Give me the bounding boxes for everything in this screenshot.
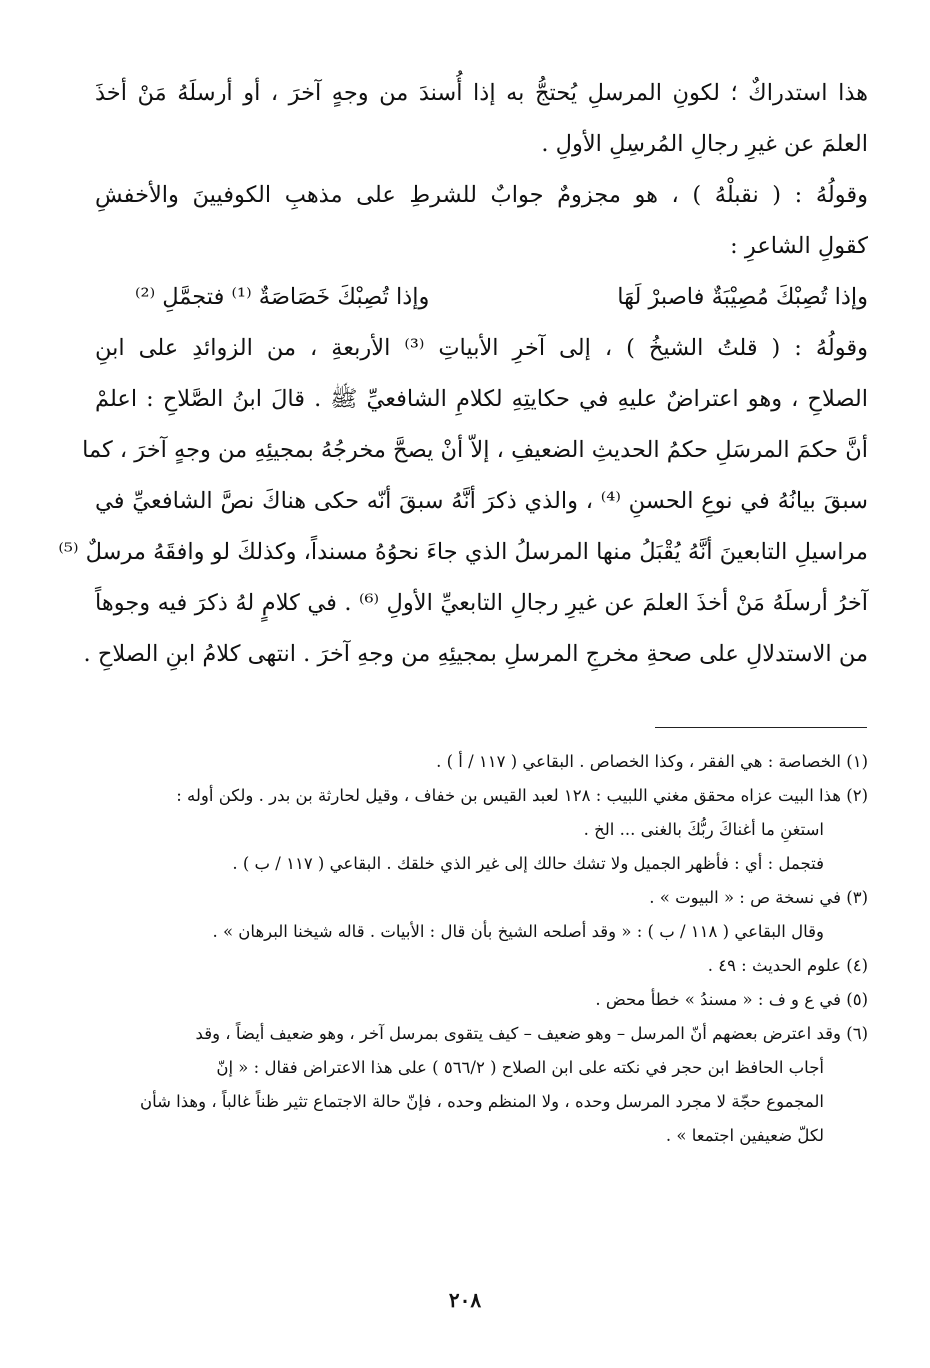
text-line: الصلاحِ ، وهو اعتراضٌ عليهِ في حكايتِهِ لكلامِ الشافعيِّ ﷺ . قالَ ابنُ الصَّلاحِ : اعلمْ xyxy=(95,386,868,412)
text-line: من الاستدلالِ على صحةِ مخرجِ المرسلِ بمجيئِهِ من وجهِ آخرَ . انتهى كلامُ ابنِ الصلاحِ . xyxy=(83,641,868,667)
verse-second-hemistich: وإذا تُصِبْكَ خَصَاصَةٌ ⁽¹⁾ فتجمَّلِ ⁽²⁾ xyxy=(135,284,430,310)
footnote-line: فتجمل : أي : فأظهر الجميل ولا تشك حالك إلى غير الذي خلقك . البقاعي ( ١١٧ / ب ) . xyxy=(232,854,824,873)
text-line: كقولِ الشاعرِ : xyxy=(730,233,868,259)
text-line: هذا استدراكٌ ؛ لكونِ المرسلِ يُحتجُّ به إذا أُسندَ من وجهٍ آخرَ ، أو أرسلَهُ مَنْ أخذَ xyxy=(95,80,868,106)
footnote-line: وقال البقاعي ( ١١٨ / ب ) : « وقد أصلحه الشيخ بأن قال : الأبيات . قاله شيخنا البرهان » . xyxy=(212,922,824,941)
footnote-separator xyxy=(655,727,867,728)
poetry-verse xyxy=(95,272,868,323)
footnote-line: (١) الخصاصة : هي الفقر ، وكذا الخصاص . البقاعي ( ١١٧ / أ ) . xyxy=(436,752,868,771)
page-number: ٢٠٨ xyxy=(448,1288,482,1312)
text-line: آخرُ أرسلَهُ مَنْ أخذَ العلمَ عن غيرِ رجالِ التابعيِّ الأولِ ⁽⁶⁾ . في كلامٍ لهُ ذكرَ فيه وجوهاً xyxy=(95,590,868,616)
footnote-line: (٤) علوم الحديث : ٤٩ . xyxy=(707,956,868,975)
footnote-line: (٥) في ع و ف : « مسندُ » خطأ محض . xyxy=(595,990,868,1009)
text-line: وقولُهُ : ( نقبلْهُ ) ، هو مجزومٌ جوابٌ للشرطِ على مذهبِ الكوفيينَ والأخفشِ xyxy=(95,182,868,208)
footnote-line: لكلّ ضعيفين اجتمعا » . xyxy=(665,1126,824,1145)
verse-first-hemistich: وإذا تُصِبْكَ مُصِيْبَةٌ فاصبرْ لَهَا xyxy=(617,284,868,310)
footnotes xyxy=(95,745,868,1153)
footnote-line: (٦) وقد اعترض بعضهم أنّ المرسل – وهو ضعيف – كيف يتقوى بمرسل آخر ، وهو ضعيف أيضاً ، وقد xyxy=(195,1024,868,1043)
text-line: أنَّ حكمَ المرسَلِ حكمُ الحديثِ الضعيفِ ، إلاّ أنْ يصحَّ مخرجُهُ بمجيئِهِ من وجهٍ آخرَ ، كما xyxy=(82,437,868,463)
text-line: وقولُهُ : ( قلتُ الشيخُ ) ، إلى آخرِ الأبياتِ ⁽³⁾ الأربعةِ ، من الزوائدِ على ابنِ xyxy=(95,335,868,361)
text-line: العلمَ عن غيرِ رجالِ المُرسِلِ الأولِ . xyxy=(541,131,868,157)
footnote-line: (٣) في نسخة ص : « البيوت » . xyxy=(649,888,868,907)
text-line: مراسيلِ التابعينَ أنَّهُ يُقْبَلُ منها المرسلُ الذي جاءَ نحوُهُ مسنداً، وكذلكَ لو وافقَهُ مرسلٌ ⁽⁵⁾ xyxy=(58,539,868,565)
footnote-line: (٢) هذا البيت عزاه محقق مغني اللبيب : ١٢٨ لعبد القيس بن خفاف ، وقيل لحارثة بن بدر . ولكن أوله : xyxy=(176,786,868,805)
footnote-line: استغنِ ما أغناكَ ربُّكَ بالغنى ... الخ . xyxy=(583,820,824,839)
text-line: سبقَ بيانُهُ في نوعِ الحسنِ ⁽⁴⁾ ، والذي ذكرَ أنَّهُ سبقَ أنّه حكى هناكَ نصَّ الشافعيِّ في xyxy=(95,488,868,514)
footnote-line: أجاب الحافظ ابن حجر في نكته على ابن الصلاح ( ٥٦٦/٢ ) على هذا الاعتراض فقال : « إنّ xyxy=(216,1058,824,1077)
main-text xyxy=(58,68,868,680)
footnote-line: المجموع حجّة لا مجرد المرسل وحده ، ولا المنظم وحده ، فإنّ حالة الاجتماع تثير ظناً غالباً ، وهذا شأن xyxy=(139,1092,824,1111)
